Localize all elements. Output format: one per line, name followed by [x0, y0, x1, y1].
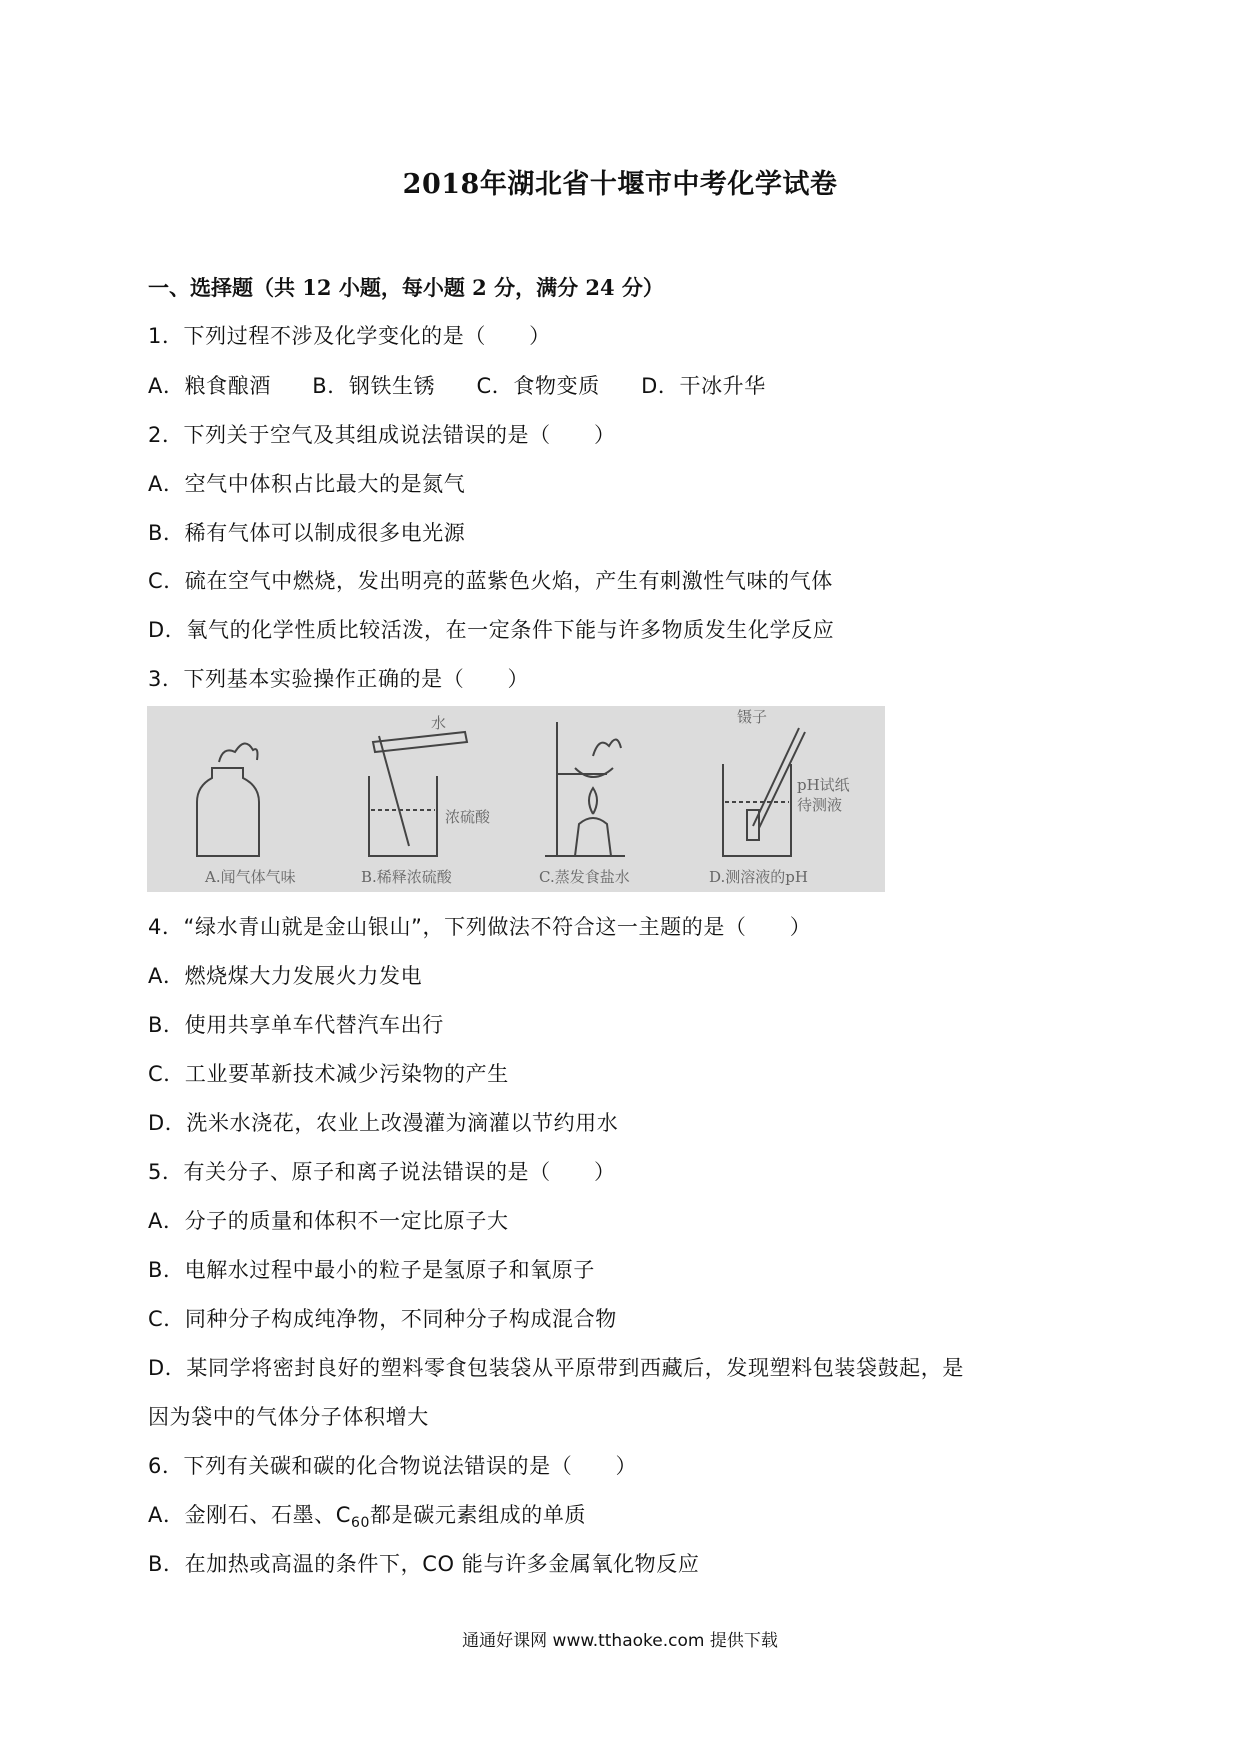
figure-label-d: D.测溶液的pH: [709, 868, 808, 886]
q1-option-d: D．干冰升华: [641, 374, 766, 398]
q5-option-b: B．电解水过程中最小的粒子是氢原子和氧原子: [148, 1258, 596, 1282]
page-title: 2018年湖北省十堰市中考化学试卷: [402, 169, 838, 200]
q4-option-d: D．洗米水浇花，农业上改漫灌为滴灌以节约用水: [148, 1111, 619, 1135]
q5-option-d-continued: 因为袋中的气体分子体积增大: [148, 1405, 429, 1429]
question-6-stem: 6．下列有关碳和碳的化合物说法错误的是（ ）: [148, 1454, 638, 1478]
q1-option-b: B．钢铁生锈: [312, 374, 436, 398]
annotation-water: 水: [431, 714, 447, 732]
q2-option-c: C．硫在空气中燃烧，发出明亮的蓝紫色火焰，产生有刺激性气味的气体: [148, 569, 833, 593]
annotation-conc-sulfuric-acid: 浓硫酸: [445, 808, 491, 826]
q6-option-a: [148, 1499, 586, 1531]
q5-option-a: A．分子的质量和体积不一定比原子大: [148, 1209, 509, 1233]
wafting-hand-shape: [219, 743, 258, 762]
q1-option-c: C．食物变质: [476, 374, 600, 398]
q4-option-a: A．燃烧煤大力发展火力发电: [148, 964, 423, 988]
q6-option-b: B．在加热或高温的条件下，CO 能与许多金属氧化物反应: [148, 1552, 700, 1576]
question-4-stem: 4．“绿水青山就是金山银山”，下列做法不符合这一主题的是（ ）: [148, 915, 812, 939]
q2-option-a: A．空气中体积占比最大的是氮气: [148, 472, 466, 496]
question-2-stem: 2．下列关于空气及其组成说法错误的是（ ）: [148, 423, 616, 447]
annotation-ph-paper: pH试纸: [797, 776, 850, 794]
section-heading: 一、选择题（共 12 小题，每小题 2 分，满分 24 分）: [148, 275, 664, 300]
lab-operations-figure: [147, 706, 885, 892]
lab-apparatus-illustration: [147, 706, 885, 892]
stirring-hand-shape: [593, 739, 621, 756]
question-5-stem: 5．有关分子、原子和离子说法错误的是（ ）: [148, 1160, 616, 1184]
glass-rod-shape: [379, 736, 409, 846]
figure-label-a: A.闻气体气味: [205, 868, 296, 886]
annotation-tweezers: 镊子: [737, 708, 768, 726]
question-1-options: [148, 370, 800, 400]
question-1-stem: 1．下列过程不涉及化学变化的是（ ）: [148, 324, 551, 348]
q4-option-b: B．使用共享单车代替汽车出行: [148, 1013, 444, 1037]
evaporating-dish-shape: [575, 768, 613, 777]
q6-option-a-tail: 都是碳元素组成的单质: [370, 1503, 587, 1527]
test-tube-b-shape: [373, 732, 467, 752]
q5-option-c: C．同种分子构成纯净物，不同种分子构成混合物: [148, 1307, 617, 1331]
beaker-b-shape: [369, 776, 437, 856]
q2-option-b: B．稀有气体可以制成很多电光源: [148, 521, 466, 545]
burner-flame-shape: [589, 788, 597, 814]
annotation-test-liquid: 待测液: [797, 796, 843, 814]
q6-option-a-head: A．金刚石、石墨、C: [148, 1503, 352, 1527]
q1-option-a: A．粮食酿酒: [148, 374, 271, 398]
gas-bottle-shape: [197, 768, 259, 856]
alcohol-lamp-shape: [575, 818, 611, 856]
q2-option-d: D．氧气的化学性质比较活泼，在一定条件下能与许多物质发生化学反应: [148, 618, 835, 642]
figure-label-c: C.蒸发食盐水: [539, 868, 630, 886]
figure-label-b: B.稀释浓硫酸: [361, 868, 452, 886]
page-footer: 通通好课网 www.tthaoke.com 提供下载: [462, 1631, 778, 1651]
q6-option-a-subscript: 60: [351, 1515, 371, 1532]
q4-option-c: C．工业要革新技术减少污染物的产生: [148, 1062, 509, 1086]
question-3-stem: 3．下列基本实验操作正确的是（ ）: [148, 667, 530, 691]
q5-option-d: D．某同学将密封良好的塑料零食包装袋从平原带到西藏后，发现塑料包装袋鼓起，是: [148, 1356, 964, 1380]
